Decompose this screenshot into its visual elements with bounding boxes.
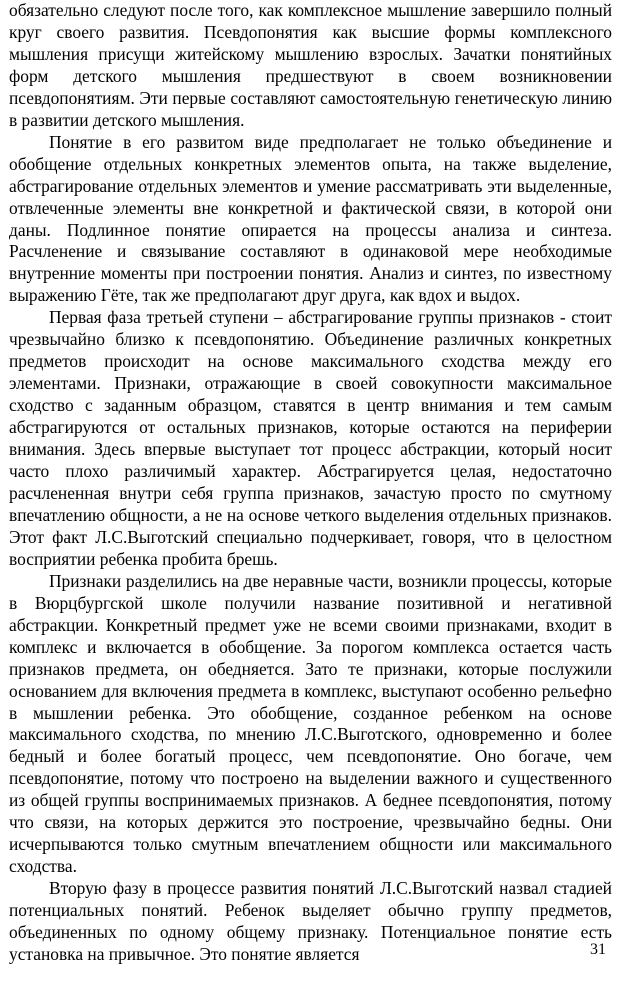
paragraph-2: Понятие в его развитом виде предполагает не только объединение и обобщение отдельных конкретных элементов опыта, на также выделение, абстрагирование отдельных элементов и умение рассматривать эти выделенные, отвлеченные элементы вне конкретной и фактической связи, в которой они даны. Подлинное понятие опирается на процессы анализа и синтеза. Расчленение и связывание составляют в одинаковой мере необходимые внутренние моменты при построении понятия. Анализ и синтез, по известному выражению Гёте, так же предполагают друг друга, как вдох и выдох. — [9, 131, 612, 306]
paragraph-1: обязательно следуют после того, как комплексное мышление завершило полный круг своего развития. Псевдопонятия как высшие формы комплексного мышления присущи житейскому мышлению взрослых. Зачатки понятийных форм детского мышления предшествуют в своем возникновении псевдопонятиям. Эти первые составляют самостоятельную генетическую линию в развитии детского мышления. — [9, 0, 612, 130]
page-number: 31 — [590, 941, 606, 958]
paragraph-3: Первая фаза третьей ступени – абстрагирование группы признаков - стоит чрезвычайно близко к псевдопонятию. Объединение различных конкретных предметов происходит на основе максимального сходства между его элементами. Признаки, отражающие в своей совокупности максимальное сходство с заданным образцом, ставятся в центр внимания и тем самым абстрагируются от остальных признаков, которые остаются на периферии внимания. Здесь впервые выступает тот процесс абстракции, который носит часто плохо различимый характер. Абстрагируется целая, недостаточно расчлененная внутри себя группа признаков, зачастую просто по смутному впечатлению общности, а не на основе четкого выделения отдельных признаков. Этот факт Л.С.Выготский специально подчеркивает, говоря, что в целостном восприятии ребенка пробита брешь. — [9, 307, 612, 569]
body-text — [9, 0, 612, 966]
paragraph-5: Вторую фазу в процессе развития понятий Л.С.Выготский назвал стадией потенциальных понятий. Ребенок выделяет обычно группу предметов, объединенных по одному общему признаку. Потенциальное понятие есть установка на привычное. Это понятие является — [9, 878, 612, 964]
paragraph-4: Признаки разделились на две неравные части, возникли процессы, которые в Вюрцбургской школе получили название позитивной и негативной абстракции. Конкретный предмет уже не всеми своими признаками, входит в комплекс и включается в обобщение. За порогом комплекса остается часть признаков предмета, он обедняется. Зато те признаки, которые послужили основанием для включения предмета в комплекс, выступают особенно рельефно в мышлении ребенка. Это обобщение, созданное ребенком на основе максимального сходства, по мнению Л.С.Выготского, одновременно и более бедный и более богатый процесс, чем псевдопонятие. Оно богаче, чем псевдопонятие, потому что построено на выделении важного и существенного из общей группы воспринимаемых признаков. А беднее псевдопонятия, потому что связи, на которых держится это построение, чрезвычайно бедны. Они исчерпываются только смутным впечатлением общности или максимального сходства. — [9, 570, 612, 877]
